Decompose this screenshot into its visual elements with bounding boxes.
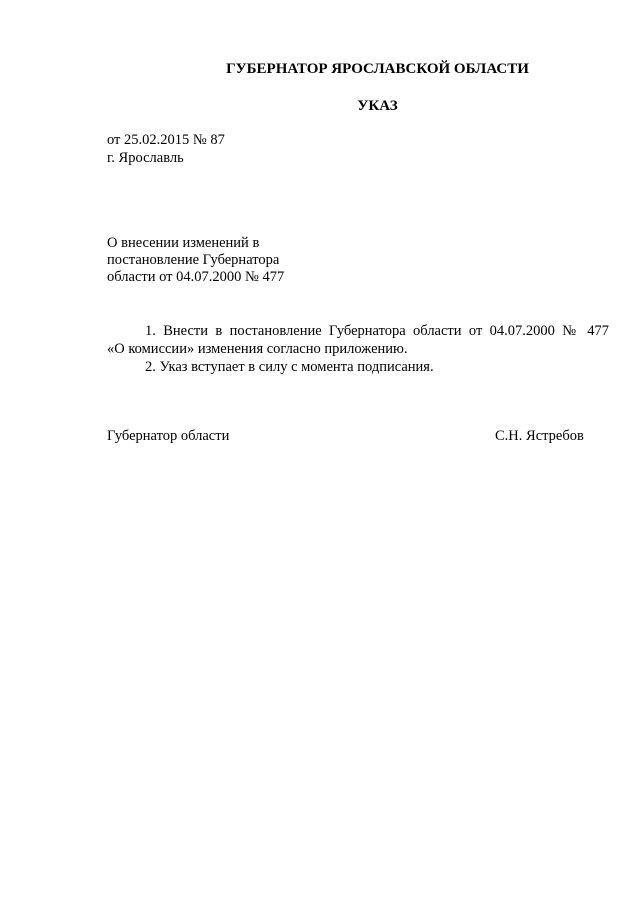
subject-line: области от 04.07.2000 № 477 (107, 269, 285, 285)
document-subject (107, 235, 284, 286)
body-item-1-line-2: «О комиссии» изменения согласно приложению. (107, 341, 408, 357)
body-item-1 (107, 322, 609, 358)
subject-line: О внесении изменений в (107, 235, 260, 251)
organization-title: ГУБЕРНАТОР ЯРОСЛАВСКОЙ ОБЛАСТИ (226, 61, 529, 77)
document-body (107, 322, 609, 376)
signature-name: С.Н. Ястребов (495, 428, 584, 444)
body-item-2: 2. Указ вступает в силу с момента подписания. (145, 359, 434, 375)
document-type-title: УКАЗ (357, 98, 398, 114)
document-city: г. Ярославль (107, 150, 184, 166)
signature-position: Губернатор области (107, 428, 230, 444)
body-item-1-line-1: 1. Внести в постановление Губернатора области от 04.07.2000 № 477 (145, 323, 609, 339)
subject-line: постановление Губернатора (107, 252, 280, 268)
document-date-number: от 25.02.2015 № 87 (107, 132, 225, 148)
